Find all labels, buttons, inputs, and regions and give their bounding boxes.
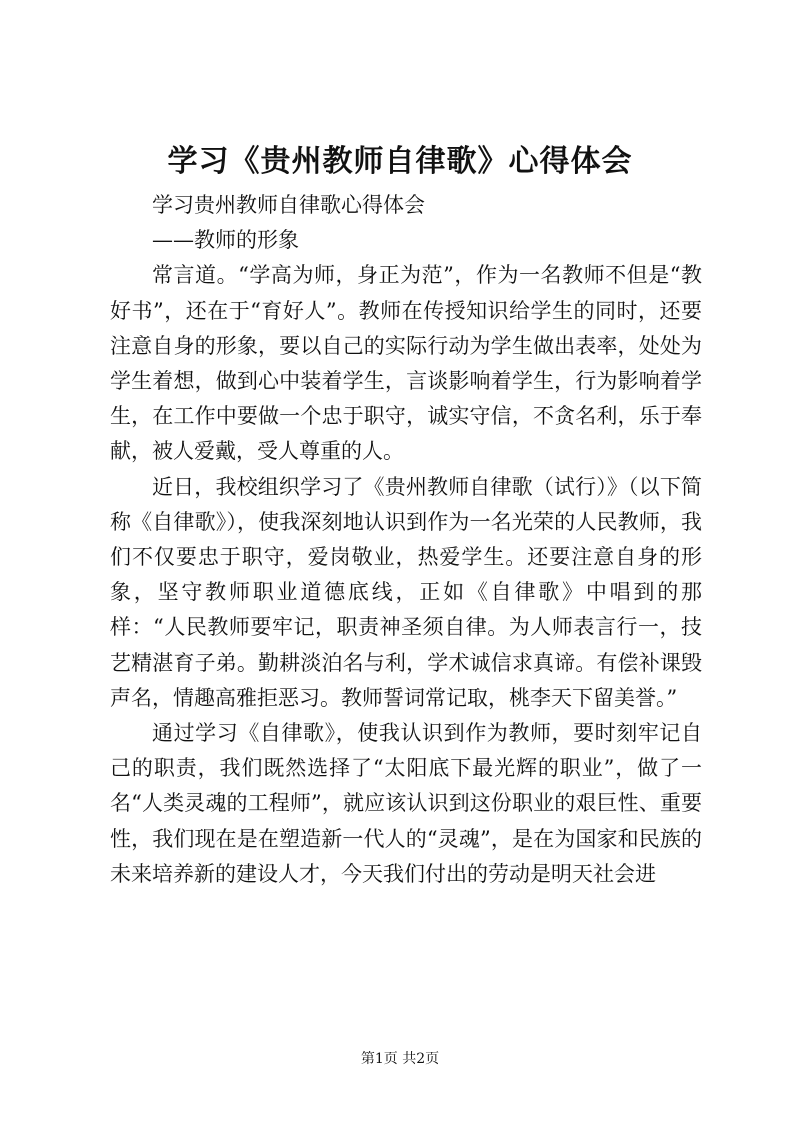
document-title: 学习《贵州教师自律歌》心得体会 xyxy=(167,144,633,179)
paragraph: 近日，我校组织学习了《贵州教师自律歌（试行）》（以下简称《自律歌》），使我深刻地认识到作为一名光荣的人民教师，我们不仅要忠于职守，爱岗敬业，热爱学生。还要注意自身的形象，坚守教师职业道德底线，正如《自律歌》中唱到的那样：“人民教师要牢记，职责神圣须自律。为人师表言行一，技艺精湛育子弟。勤耕淡泊名与利，学术诚信求真谛。有偿补课毁声名，情趣高雅拒恶习。教师誓词常记取，桃李天下留美誉。” xyxy=(110,474,702,710)
page-footer: 第1页 共2页 xyxy=(360,1051,440,1067)
subheading: ——教师的形象 xyxy=(152,228,299,253)
subtitle: 学习贵州教师自律歌心得体会 xyxy=(152,193,425,217)
paragraph: 通过学习《自律歌》，使我认识到作为教师，要时刻牢记自己的职责，我们既然选择了“太阳底下最光辉的职业”，做了一名“人类灵魂的工程师”，就应该认识到这份职业的艰巨性、重要性，我们现在是在塑造新一代人的“灵魂”，是在为国家和民族的未来培养新的建设人才，今天我们付出的劳动是明天社会进 xyxy=(110,721,702,886)
document-body xyxy=(110,188,702,892)
paragraph: 常言道。“学高为师，身正为范”，作为一名教师不但是“教好书”，还在于“育好人”。教师在传授知识给学生的同时，还要注意自身的形象，要以自己的实际行动为学生做出表率，处处为学生着想，做到心中装着学生，言谈影响着学生，行为影响着学生，在工作中要做一个忠于职守，诚实守信，不贪名利，乐于奉献，被人爱戴，受人尊重的人。 xyxy=(110,263,702,464)
